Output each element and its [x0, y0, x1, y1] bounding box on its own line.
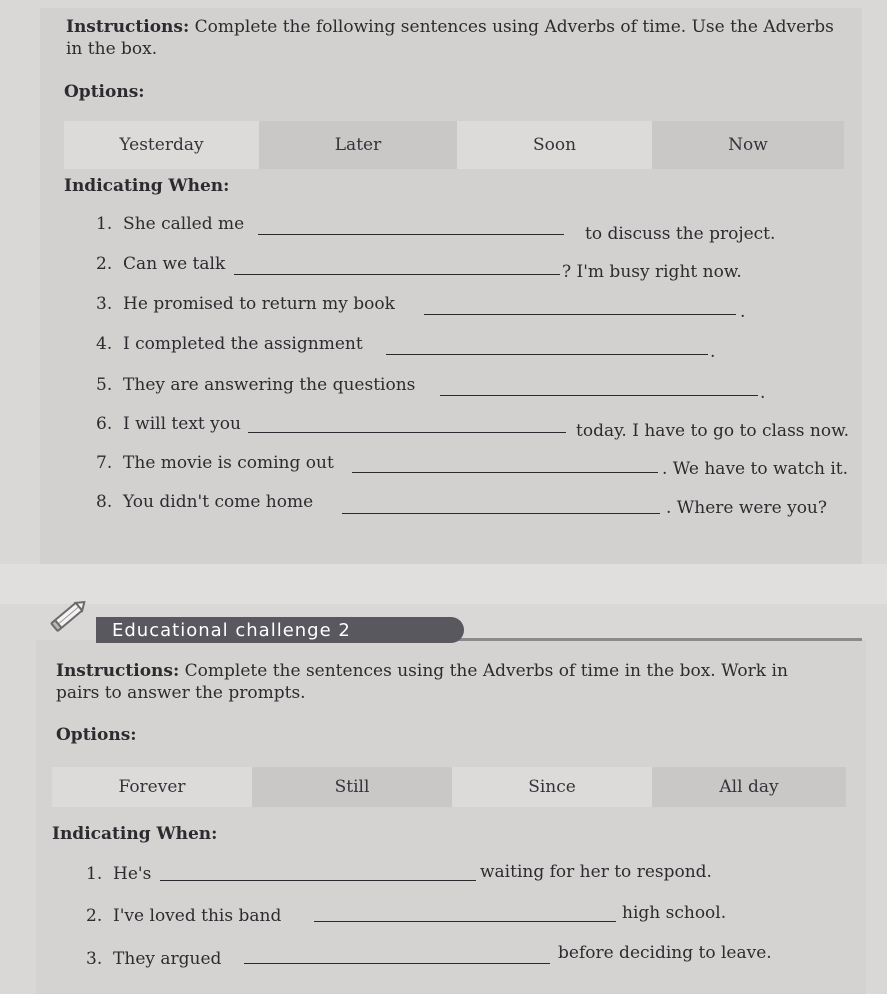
item-1-after: waiting for her to respond.: [480, 862, 712, 882]
option-still: Still: [252, 767, 452, 807]
section-gap: [0, 564, 887, 604]
options-box-1: [64, 121, 844, 169]
instructions-text: Complete the sentences using the Adverbs of time in the box. Work in: [179, 661, 788, 681]
indicating-when-label: Indicating When:: [52, 824, 218, 844]
item-1: 1. She called me: [96, 214, 245, 234]
option-since: Since: [452, 767, 652, 807]
item-2-after: ? I'm busy right now.: [562, 262, 742, 282]
indicating-when-label: Indicating When:: [64, 176, 230, 196]
instructions-text-2: pairs to answer the prompts.: [56, 683, 306, 703]
answer-blank[interactable]: [248, 432, 566, 433]
answer-blank[interactable]: [160, 880, 476, 881]
item-4-after: .: [710, 342, 716, 362]
item-3: 3. He promised to return my book: [96, 294, 395, 314]
item-4: 4. I completed the assignment: [96, 334, 363, 354]
item-3: 3. They argued: [86, 949, 222, 969]
options-label: Options:: [56, 725, 137, 745]
answer-blank[interactable]: [234, 274, 560, 275]
instructions-label: Instructions:: [56, 661, 180, 681]
answer-blank[interactable]: [258, 234, 564, 235]
banner-rule: [440, 638, 862, 641]
item-3-after: .: [740, 302, 746, 322]
item-5-after: .: [760, 383, 766, 403]
item-8: 8. You didn't come home: [96, 492, 314, 512]
option-forever: Forever: [52, 767, 252, 807]
instructions-label: Instructions:: [66, 17, 190, 37]
item-8-after: . Where were you?: [666, 498, 827, 518]
answer-blank[interactable]: [440, 395, 758, 396]
answer-blank[interactable]: [386, 354, 708, 355]
item-2: 2. Can we talk: [96, 254, 226, 274]
option-later: Later: [259, 121, 457, 169]
item-7-after: . We have to watch it.: [662, 459, 849, 479]
answer-blank[interactable]: [424, 314, 736, 315]
answer-blank[interactable]: [244, 963, 550, 964]
item-1-after: to discuss the project.: [585, 224, 776, 244]
item-3-after: before deciding to leave.: [558, 943, 772, 963]
item-2-after: high school.: [622, 903, 727, 923]
item-5: 5. They are answering the questions: [96, 375, 416, 395]
answer-blank[interactable]: [342, 513, 660, 514]
section-banner: [96, 617, 464, 643]
banner-title: Educational challenge 2: [112, 619, 351, 641]
answer-blank[interactable]: [314, 921, 616, 922]
item-2: 2. I've loved this band: [86, 906, 282, 926]
instructions-2: [56, 660, 856, 704]
options-label: Options:: [64, 82, 145, 102]
option-yesterday: Yesterday: [64, 121, 259, 169]
pencil-icon: [48, 596, 90, 634]
options-box-2: [52, 767, 846, 807]
item-1: 1. He's: [86, 864, 152, 884]
instructions-1: [66, 16, 856, 60]
answer-blank[interactable]: [352, 472, 658, 473]
option-all-day: All day: [652, 767, 846, 807]
item-7: 7. The movie is coming out: [96, 453, 334, 473]
option-now: Now: [652, 121, 844, 169]
exercise-section-1: [40, 8, 862, 564]
item-6: 6. I will text you: [96, 414, 241, 434]
instructions-text: Complete the following sentences using Adverbs of time. Use the Adverbs: [189, 17, 834, 37]
option-soon: Soon: [457, 121, 652, 169]
instructions-text-2: in the box.: [66, 39, 158, 59]
item-6-after: today. I have to go to class now.: [576, 421, 850, 441]
